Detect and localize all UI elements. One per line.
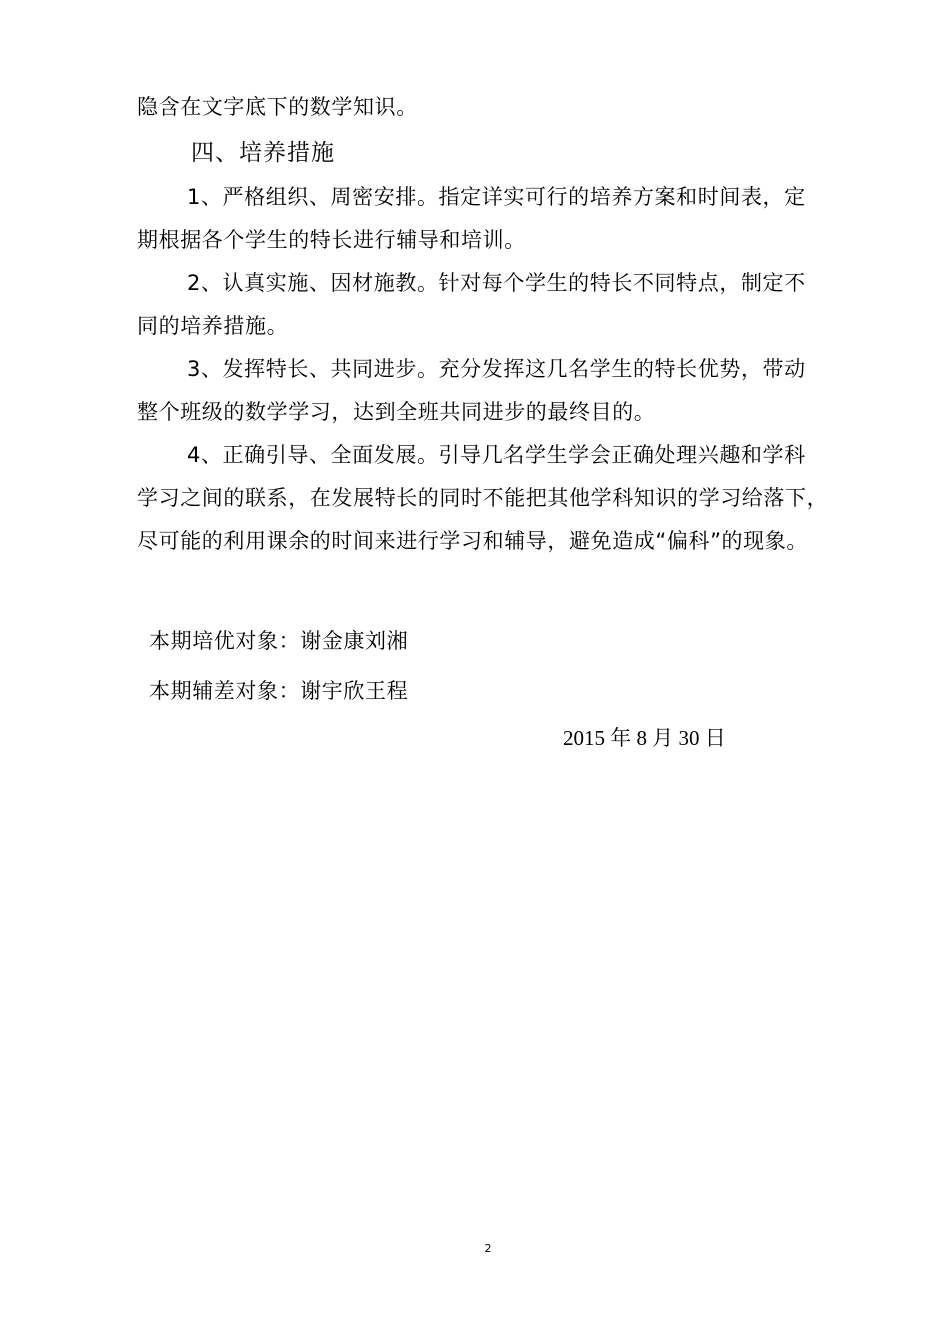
measure-3-line-2: 整个班级的数学学习，达到全班共同进步的最终目的。: [137, 400, 656, 424]
measure-4-line-3: 尽可能的利用课余的时间来进行学习和辅导，避免造成“偏科”的现象。: [137, 529, 808, 553]
measure-3-line-1: 3、发挥特长、共同进步。充分发挥这几名学生的特长优势，带动: [187, 357, 806, 381]
page-number: 2: [484, 1242, 492, 1255]
measure-1-line-1: 1、严格组织、周密安排。指定详实可行的培养方案和时间表，定: [187, 185, 806, 209]
measure-2-line-1: 2、认真实施、因材施教。针对每个学生的特长不同特点，制定不: [187, 271, 806, 295]
paragraph-continuation: 隐含在文字底下的数学知识。: [137, 95, 418, 119]
document-date: 2015 年 8 月 30 日: [563, 726, 726, 750]
measure-1-line-2: 期根据各个学生的特长进行辅导和培训。: [137, 228, 526, 252]
measure-2-line-2: 同的培养措施。: [137, 314, 289, 338]
measure-4-line-1: 4、正确引导、全面发展。引导几名学生学会正确处理兴趣和学科: [187, 443, 806, 467]
top-students-line: 本期培优对象：谢金康刘湘: [149, 629, 409, 653]
support-students-line: 本期辅差对象：谢宇欣王程: [149, 679, 409, 703]
section-heading: 四、培养措施: [191, 140, 335, 166]
measure-4-line-2: 学习之间的联系，在发展特长的同时不能把其他学科知识的学习给落下，: [137, 486, 829, 510]
